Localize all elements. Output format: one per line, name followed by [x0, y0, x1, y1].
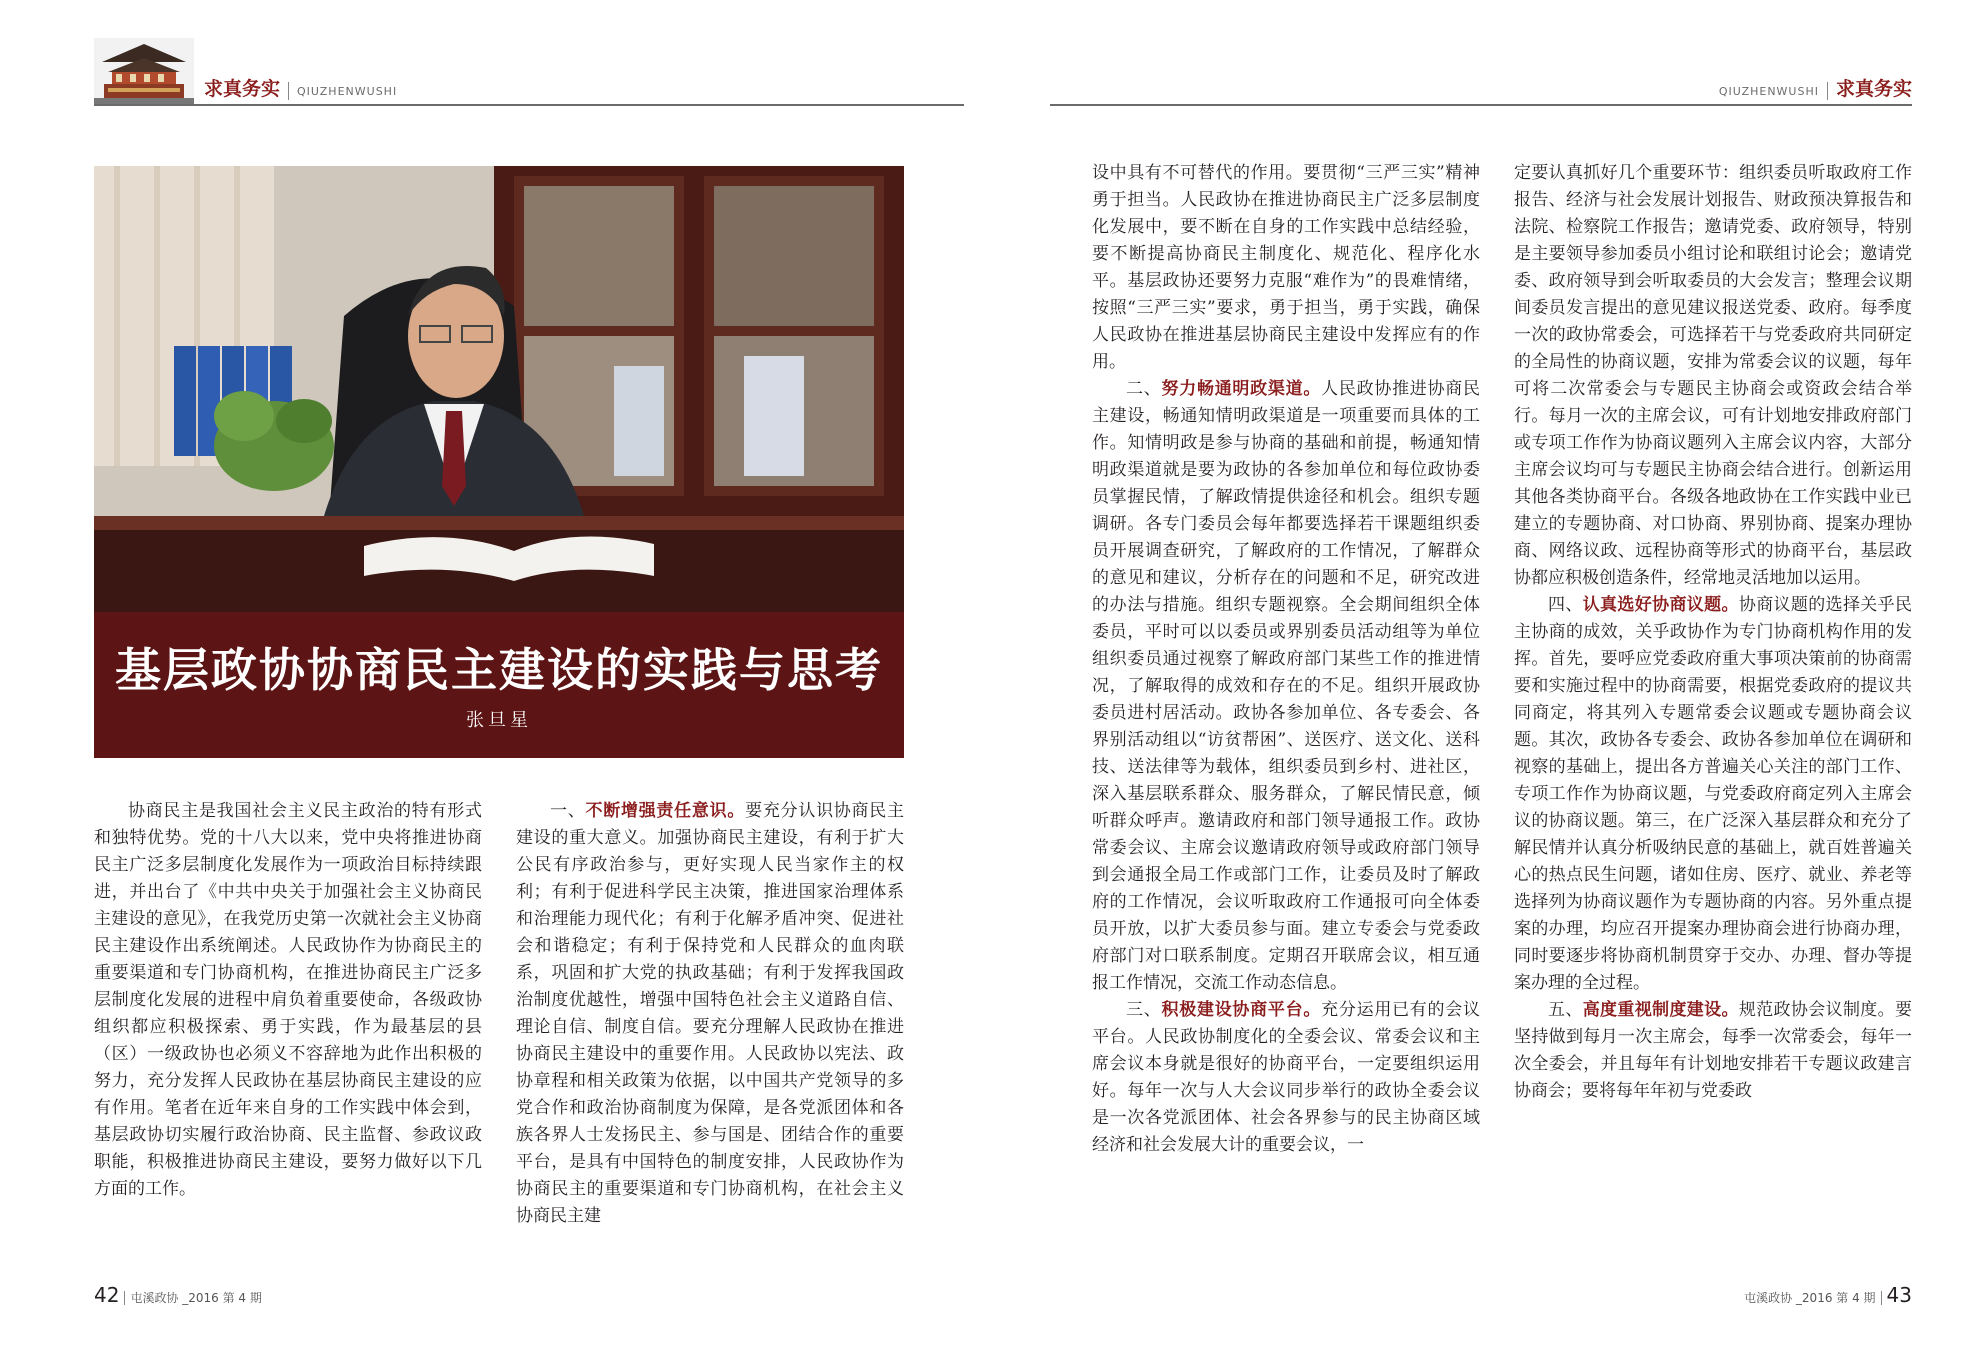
section-5-heading: 高度重视制度建设。 — [1582, 1000, 1739, 1020]
body-column-3 — [1092, 160, 1480, 1159]
intro-paragraph: 协商民主是我国社会主义民主政治的特有形式和独特优势。党的十八大以来，党中央将推进协商民主广泛多层制度化发展作为一项政治目标持续跟进，并出台了《中共中央关于加强社会主义协商民主建设的意见》，在我党历史第一次就社会主义协商民主建设作出系统阐述。人民政协作为协商民主的重要渠道和专门协商机构，在推进协商民主广泛多层制度化发展的进程中肩负着重要使命，各级政协组织都应积极探索、勇于实践，作为最基层的县（区）一级政协也必须义不容辞地为此作出积极的努力，充分发挥人民政协在基层协商民主建设的应有作用。笔者在近年来自身的工作实践中体会到，基层政协切实履行政治协商、民主监督、参政议政职能，积极推进协商民主建设，要努力做好以下几方面的工作。 — [94, 801, 482, 1199]
section-5-number: 五、 — [1548, 1000, 1583, 1020]
header-rule-right — [1050, 104, 1912, 106]
page-number-right: 43 — [1886, 1283, 1912, 1307]
pavilion-icon — [94, 38, 194, 104]
section-title-en-right: QIUZHENWUSHI — [1718, 85, 1819, 98]
header-left — [94, 38, 994, 104]
section-1-continued: 设中具有不可替代的作用。要贯彻“三严三实”精神勇于担当。人民政协在推进协商民主广泛多层制度化发展中，要不断在自身的工作实践中总结经验，要不断提高协商民主制度化、规范化、程序化水平。基层政协还要努力克服“难作为”的畏难情绪，按照“三严三实”要求，勇于担当，勇于实践，确保人民政协在推进基层协商民主建设中发挥应有的作用。 — [1092, 163, 1480, 372]
section-1-heading: 不断增强责任意识。 — [585, 801, 746, 821]
section-2-heading: 努力畅通明政渠道。 — [1161, 379, 1322, 399]
section-3 — [1092, 997, 1480, 1159]
section-4-heading: 认真选好协商议题。 — [1582, 595, 1739, 615]
article-title: 基层政协协商民主建设的实践与思考 — [115, 643, 883, 697]
section-2-number: 二、 — [1126, 379, 1162, 399]
footer-divider-left — [124, 1291, 125, 1305]
section-3-number: 三、 — [1126, 1000, 1162, 1020]
section-5 — [1514, 997, 1912, 1105]
section-1-number: 一、 — [550, 801, 586, 821]
footer-journal-right: 屯溪政协 _2016 第 4 期 — [1744, 1291, 1876, 1305]
page-number-left: 42 — [94, 1283, 120, 1307]
section-4-text: 协商议题的选择关乎民主协商的成效，关乎政协作为专门协商机构作用的发挥。首先，要呼应党委政府重大事项决策前的协商需要和实施过程中的协商需要，根据党委政府的提议共同商定，将其列入专题常委会议题或专题协商会议题。其次，政协各专委会、政协各参加单位在调研和视察的基础上，提出各方普遍关心关注的部门工作、专项工作作为协商议题，与党委政府商定列入主席会议的协商议题。第三，在广泛深入基层群众和充分了解民情并认真分析吸纳民意的基础上，就百姓普遍关心的热点民生问题，诸如住房、医疗、就业、养老等选择列为协商议题作为专题协商的内容。另外重点提案的办理，均应召开提案办理协商会进行协商办理，同时要逐步将协商机制贯穿于交办、办理、督办等提案办理的全过程。 — [1514, 595, 1913, 993]
portrait-photo — [94, 166, 904, 612]
header-divider — [288, 82, 289, 100]
footer-divider-right — [1881, 1291, 1882, 1305]
header-divider-right — [1827, 82, 1828, 100]
body-column-1 — [94, 798, 482, 1203]
body-column-2 — [516, 798, 904, 1230]
section-title-en: QIUZHENWUSHI — [297, 85, 398, 98]
body-column-4 — [1514, 160, 1912, 1105]
section-4 — [1514, 592, 1912, 997]
article-author: 张旦星 — [466, 710, 532, 731]
footer-right — [1600, 1283, 1912, 1307]
section-4-number: 四、 — [1548, 595, 1583, 615]
section-5-text: 规范政协会议制度。要坚持做到每月一次主席会，每季一次常委会，每年一次全委会，并且每年有计划地安排若干专题议政建言协商会；要将每年年初与党委政 — [1514, 1000, 1913, 1101]
section-3-text: 充分运用已有的会议平台。人民政协制度化的全委会议、常委会议和主席会议本身就是很好的协商平台，一定要组织运用好。每年一次与人大会议同步举行的政协全委会议是一次各党派团体、社会各界参与的民主协商区域经济和社会发展大计的重要会议，一 — [1092, 1000, 1481, 1155]
header-right — [1500, 74, 1912, 101]
title-band — [94, 612, 904, 758]
section-2 — [1092, 376, 1480, 997]
section-title-cn-right: 求真务实 — [1835, 78, 1912, 100]
footer-left — [94, 1283, 262, 1307]
section-1-text: 要充分认识协商民主建设的重大意义。加强协商民主建设，有利于扩大公民有序政治参与，更好实现人民当家作主的权利；有利于促进科学民主决策，推进国家治理体系和治理能力现代化；有利于化解矛盾冲突、促进社会和谐稳定；有利于保持党和人民群众的血肉联系，巩固和扩大党的执政基础；有利于发挥我国政治制度优越性，增强中国特色社会主义道路自信、理论自信、制度自信。要充分理解人民政协在推进协商民主建设中的重要作用。人民政协以宪法、政协章程和相关政策为依据，以中国共产党领导的多党合作和政治协商制度为保障，是各党派团体和各族各界人士发扬民主、参与国是、团结合作的重要平台，是具有中国特色的制度安排，人民政协作为协商民主的重要渠道和专门协商机构，在社会主义协商民主建 — [516, 801, 905, 1226]
section-1 — [516, 798, 904, 1230]
footer-journal-left: 屯溪政协 _2016 第 4 期 — [130, 1291, 262, 1305]
section-3-heading: 积极建设协商平台。 — [1161, 1000, 1322, 1020]
header-rule-left — [94, 104, 964, 106]
section-2-text: 人民政协推进协商民主建设，畅通知情明政渠道是一项重要而具体的工作。知情明政是参与协商的基础和前提，畅通知情明政渠道就是要为政协的各参加单位和每位政协委员掌握民情，了解政情提供途径和机会。组织专题调研。各专门委员会每年都要选择若干课题组织委员开展调查研究，了解政府的工作情况，了解群众的意见和建议，分析存在的问题和不足，研究改进的办法与措施。组织专题视察。全会期间组织全体委员，平时可以以委员或界别委员活动组等为单位组织委员通过视察了解政府部门某些工作的推进情况，了解取得的成效和存在的不足。组织开展政协委员进村居活动。政协各参加单位、各专委会、各界别活动组以“访贫帮困”、送医疗、送文化、送科技、送法律等为载体，组织委员到乡村、进社区，深入基层联系群众、服务群众，了解民情民意，倾听群众呼声。邀请政府和部门领导通报工作。政协常委会议、主席会议邀请政府领导或政府部门领导到会通报全局工作或部门工作，让委员及时了解政府的工作情况，会议听取政府工作通报可向全体委员开放，以扩大委员参与面。建立专委会与党委政府部门对口联系制度。定期召开联席会议，相互通报工作情况，交流工作动态信息。 — [1092, 379, 1481, 993]
section-3-continued: 定要认真抓好几个重要环节：组织委员听取政府工作报告、经济与社会发展计划报告、财政预决算报告和法院、检察院工作报告；邀请党委、政府领导，特别是主要领导参加委员小组讨论和联组讨论会；邀请党委、政府领导到会听取委员的大会发言；整理会议期间委员发言提出的意见建议报送党委、政府。每季度一次的政协常委会，可选择若干与党委政府共同研定的全局性的协商议题，安排为常委会议的议题，每年可将二次常委会与专题民主协商会或资政会结合举行。每月一次的主席会议，可有计划地安排政府部门或专项工作作为协商议题列入主席会议内容，大部分主席会议均可与专题民主协商会结合进行。创新运用其他各类协商平台。各级各地政协在工作实践中业已建立的专题协商、对口协商、界别协商、提案办理协商、网络议政、远程协商等形式的协商平台，基层政协都应积极创造条件，经常地灵活地加以运用。 — [1514, 163, 1912, 588]
section-title-cn: 求真务实 — [204, 78, 281, 100]
